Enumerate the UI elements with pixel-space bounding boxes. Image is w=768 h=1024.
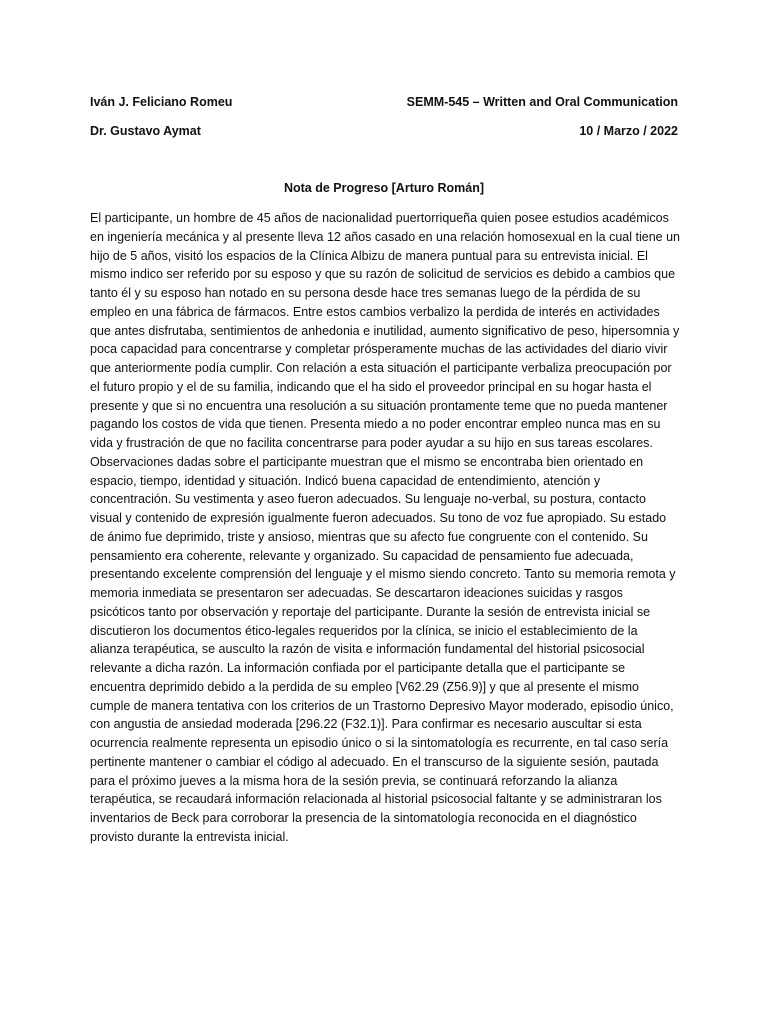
document-date: 10 / Marzo / 2022: [579, 124, 678, 138]
instructor-name: Dr. Gustavo Aymat: [90, 124, 201, 138]
header-row-bottom: [90, 123, 678, 139]
document-title: Nota de Progreso [Arturo Román]: [283, 181, 484, 195]
header-row-top: [90, 94, 678, 110]
course-name: SEMM-545 – Written and Oral Communication: [406, 95, 678, 109]
author-name: Iván J. Feliciano Romeu: [90, 95, 233, 109]
body-paragraph: El participante, un hombre de 45 años de nacionalidad puertorriqueña quien posee estudios académicos en ingeniería mecánica y al presente lleva 12 años casado en una relación homosexual en la cual tiene un hijo de 5 años, visitó los espacios de la Clínica Albizu de manera puntual para su entrevista inicial. El mismo indico ser referido por su esposo y que su razón de solicitud de servicios es debido a cambios que tanto él y su esposo han notado en su persona desde hace tres semanas luego de la pérdida de su empleo en una fábrica de fármacos. Entre estos cambios verbalizo la perdida de interés en actividades que antes disfrutaba, sentimientos de anhedonia e inutilidad, aumento significativo de peso, hipersomnia y poca capacidad para concentrarse y completar prósperamente muchas de las actividades del diario vivir que anteriormente podía cumplir. Con relación a esta situación el participante verbaliza preocupación por el futuro propio y el de su familia, indicando que el ha sido el proveedor principal en su hogar hasta el presente y que si no encuentra una resolución a su situación prontamente teme que no pueda mantener pagando los costos de vida que tienen. Presenta miedo a no poder encontrar empleo nunca mas en su vida y frustración de que no facilita concentrarse para poder ayudar a su hijo en sus tareas escolares. Observaciones dadas sobre el participante muestran que el mismo se encontraba bien orientado en espacio, tiempo, identidad y situación. Indicó buena capacidad de entendimiento, atención y concentración. Su vestimenta y aseo fueron adecuados. Su lenguaje no-verbal, su postura, contacto visual y contenido de expresión igualmente fueron adecuados. Su tono de voz fue apropiado. Su estado de ánimo fue deprimido, triste y ansioso, mientras que su afecto fue congruente con el contenido. Su pensamiento era coherente, relevante y organizado. Su capacidad de pensamiento fue adecuada, presentando excelente comprensión del lenguaje y el mismo siendo concreto. Tanto su memoria remota y memoria inmediata se presentaron ser adecuadas. Se descartaron ideaciones suicidas y rasgos psicóticos tanto por observación y reportaje del participante. Durante la sesión de entrevista inicial se discutieron los documentos ético-legales requeridos por la clínica, se inicio el establecimiento de la alianza terapéutica, se ausculto la razón de visita e información fundamental del historial psicosocial relevante a dicha razón. La información confiada por el participante detalla que el participante se encuentra deprimido debido a la perdida de su empleo [V62.29 (Z56.9)] y que al presente el mismo cumple de manera tentativa con los criterios de un Trastorno Depresivo Mayor moderado, episodio único, con angustia de ansiedad moderada [296.22 (F32.1)]. Para confirmar es necesario auscultar si esta ocurrencia realmente representa un episodio único o si la sintomatología es recurrente, en tal caso sería pertinente mantener o cambiar el código al adecuado. En el transcurso de la siguiente sesión, pautada para el próximo jueves a la misma hora de la sesión previa, se continuará reforzando la alianza terapéutica, se recaudará información relacionada al historial psicosocial faltante y se administraran los inventarios de Beck para corroborar la presencia de la sintomatología reconocida en el diagnóstico provisto durante la entrevista inicial.: [90, 211, 680, 844]
